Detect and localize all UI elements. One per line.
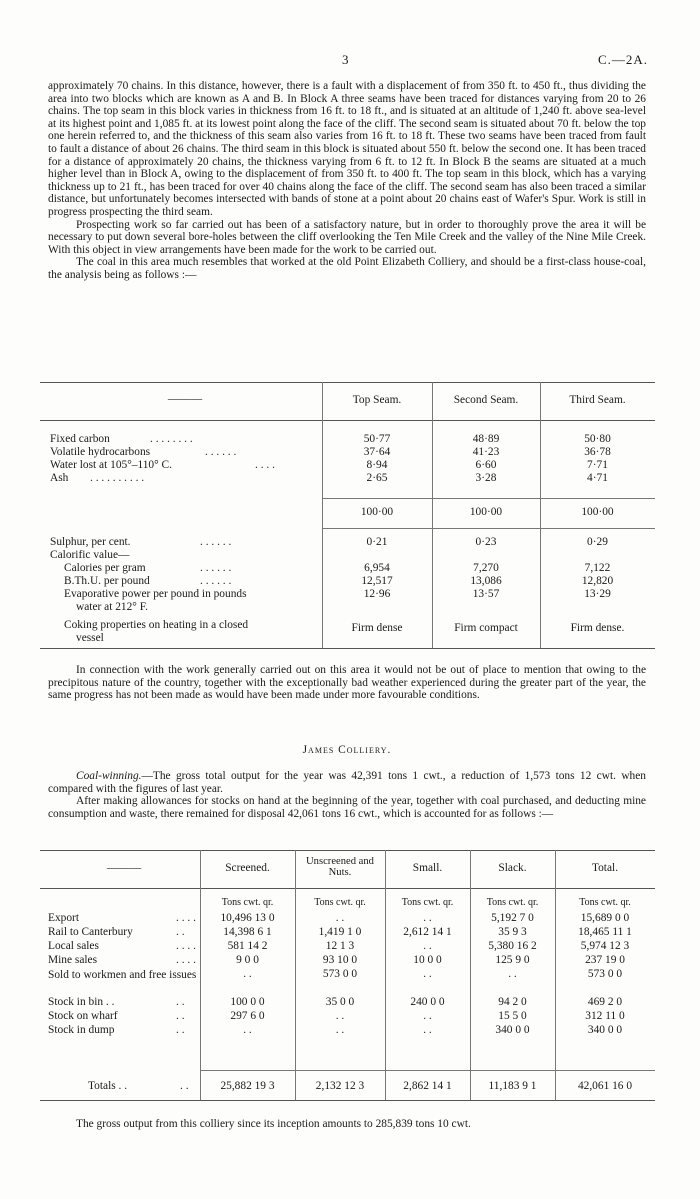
total-value: 2,862 14 1 (403, 1080, 452, 1092)
cell-value: Firm compact (454, 622, 518, 634)
column-header: Small. (412, 862, 443, 874)
leader-dots: . . . . . . (205, 446, 237, 458)
leader-dots: . . (176, 996, 185, 1008)
cell-value: 48·89 (472, 433, 500, 445)
cell-value: 50·80 (584, 433, 611, 445)
cell-value: 12·96 (363, 588, 391, 600)
cell-value: 312 11 0 (585, 1010, 625, 1022)
cell-value: 12,820 (581, 575, 614, 587)
cell-value: 35 0 0 (325, 996, 355, 1008)
row-label: Rail to Canterbury (48, 926, 133, 938)
total-value: 100·00 (469, 506, 503, 518)
leader-dots: . . . . . . (200, 562, 232, 574)
paragraph: In connection with the work generally carried out on this area it would not be out of place to mention that owing to the precipitous nature of the country, together with the exceptionally bad weather experienced during the greater part of the year, the same progress has not been made as would have been made under more favourable conditions. (48, 664, 646, 702)
row-label: Water lost at 105°–110° C. (50, 459, 172, 471)
leader-dots: . . . . . . . . . . (90, 472, 145, 484)
column-header: Second Seam. (453, 394, 519, 406)
cell-value: 12,517 (361, 575, 393, 587)
cell-value: 36·78 (584, 446, 611, 458)
cell-value: 573 0 0 (322, 968, 358, 980)
units-label: Tons cwt. qr. (579, 897, 631, 908)
coal-winning-text: —The gross total output for the year was 42,391 tons 1 cwt., a reduction of 1,573 tons 12 cwt. when compared with the figures of last year. (48, 770, 646, 795)
cell-value: . . (243, 968, 252, 980)
cell-value: 93 10 0 (322, 954, 358, 966)
cell-value: . . (508, 968, 517, 980)
row-label: Volatile hydrocarbons (50, 446, 151, 458)
cell-value: . . (335, 1010, 345, 1022)
subtotal-rule (322, 498, 655, 499)
table-rule (40, 888, 655, 889)
leader-dots: . . (176, 926, 185, 938)
leader-dots: . . (176, 1010, 185, 1022)
column-header: Third Seam. (569, 394, 626, 406)
table-rule (40, 420, 655, 421)
cell-value: 18,465 11 1 (578, 926, 632, 938)
cell-value: 4·71 (587, 472, 608, 484)
column-header: Total. (591, 862, 619, 874)
table-rule (40, 1100, 655, 1101)
row-label: vessel (76, 632, 104, 644)
leader-dots: . . (180, 1080, 189, 1092)
cell-value: 100 0 0 (230, 996, 265, 1008)
total-value: 11,183 9 1 (488, 1080, 537, 1092)
cell-value: . . (335, 1024, 345, 1036)
stub-dash: ——— (106, 862, 142, 874)
column-header: Slack. (498, 862, 527, 874)
table-rule (40, 382, 655, 383)
cell-value: . . (423, 1010, 432, 1022)
leader-dots: . . . . (176, 954, 196, 966)
cell-value: 2·65 (366, 472, 388, 484)
cell-value: Firm dense (351, 622, 403, 634)
row-label: Ash (50, 472, 69, 484)
cell-value: 0·21 (366, 536, 388, 548)
cell-value: . . (335, 912, 345, 924)
row-label: Sulphur, per cent. (50, 536, 131, 548)
leader-dots: . . . . (255, 459, 275, 471)
column-header: Top Seam. (352, 394, 402, 406)
cell-value: 297 6 0 (230, 1010, 265, 1022)
cell-value: 94 2 0 (498, 996, 527, 1008)
row-label: Coking properties on heating in a closed (64, 619, 249, 631)
cell-value: 37·64 (363, 446, 391, 458)
cell-value: 6,954 (364, 562, 390, 574)
table-rule (40, 850, 655, 851)
cell-value: 5,380 16 2 (488, 940, 537, 952)
paragraph: approximately 70 chains. In this distance, however, there is a fault with a displacement of from 350 ft. to 450 ft., thus dividing the area into two blocks which are known as A and B. In Block A three seams have been traced for distances varying from 20 to 26 chains. The top seam in this block varies in thickness from 16 ft. to 18 ft., and is situated at an altitude of 1,240 ft. above sea-level at its highest point and 1,085 ft. at its lowest point along the face of the cliff. The second seam is situated about 70 ft. below the top one herein referred to, and the thickness of this seam also varies from 16 ft. to 18 ft. These two seams have been traced from fault to fault a distance of about 26 chains. The third seam in this block is situated about 550 ft. below the second one. It has been traced for a distance of approximately 20 chains, the thickness varying from 6 ft. to 12 ft. In Block B the seams are situated at a much higher level than in Block A, owing to the displacement of from 350 ft. to 400 ft. The top seam in this block, which has a varying thickness up to 21 ft., has been traced for over 40 chains along the face of the cliff. The second seam has also been traced a similar distance, but unfortunately becomes intersected with bands of stone at a point about 20 chains east of Wafer's Spur. Work is still in progress prospecting the third seam. (48, 80, 646, 218)
paragraph: Prospecting work so far carried out has been of a satisfactory nature, but in order to thoroughly prove the area it will be necessary to put down several bore-holes between the cliff overlooking the Ten Mile Creek and the valley of the Nine Mile Creek. With this object in view arrangements have been made for the work to be carried out. (48, 218, 646, 256)
page-number: 3 (342, 52, 349, 67)
cell-value: 237 19 0 (585, 954, 625, 966)
leader-dots: . . (176, 1024, 185, 1036)
subtotal-rule (322, 528, 655, 529)
cell-value: 573 0 0 (587, 968, 623, 980)
row-label: Calorific value— (50, 549, 130, 561)
cell-value: 13,086 (470, 575, 502, 587)
cell-value: 340 0 0 (587, 1024, 623, 1036)
row-label: B.Th.U. per pound (64, 575, 150, 587)
cell-value: 5,974 12 3 (580, 940, 630, 952)
cell-value: 7·71 (587, 459, 608, 471)
units-label: Tons cwt. qr. (221, 897, 274, 908)
cell-value: 9 0 0 (236, 954, 259, 966)
cell-value: 240 0 0 (410, 996, 445, 1008)
subtotal-rule (200, 1070, 655, 1071)
column-header: Screened. (225, 862, 270, 874)
document-reference: C.—2A. (597, 52, 648, 67)
james-text (48, 770, 646, 820)
total-value: 42,061 16 0 (577, 1080, 633, 1092)
cell-value: 13·57 (472, 588, 500, 600)
units-label: Tons cwt. qr. (314, 897, 366, 908)
cell-value: 7,270 (473, 562, 499, 574)
total-value: 100·00 (360, 506, 394, 518)
cell-value: 10,496 13 0 (220, 912, 275, 924)
cell-value: 13·29 (584, 588, 611, 600)
row-label: Fixed carbon (50, 433, 110, 445)
paragraph: After making allowances for stocks on hand at the beginning of the year, together with coal purchased, and deducting mine consumption and waste, there remained for disposal 42,061 tons 16 cwt., which is accounted for as follows :— (48, 795, 646, 820)
leader-dots: . . . . (176, 912, 196, 924)
row-label: Evaporative power per pound in pounds (64, 588, 247, 600)
paragraph: The coal in this area much resembles that worked at the old Point Elizabeth Colliery, and should be a first-class house-coal, the analysis being as follows :— (48, 256, 646, 281)
connection-text (48, 664, 646, 702)
cell-value: . . (423, 1024, 432, 1036)
cell-value: 10 0 0 (413, 954, 442, 966)
column-header: Unscreened and Nuts. (306, 856, 374, 878)
cell-value: . . (243, 1024, 252, 1036)
leader-dots: . . . . . . . . (150, 433, 193, 445)
cell-value: 0·23 (475, 536, 497, 548)
row-label: Stock on wharf (48, 1010, 118, 1022)
row-label: Local sales (48, 940, 99, 952)
cell-value: 6·60 (475, 459, 497, 471)
cell-value: 581 14 2 (227, 940, 268, 952)
cell-value: 3·28 (475, 472, 497, 484)
cell-value: 340 0 0 (495, 1024, 530, 1036)
row-label: Sold to workmen and free issues (48, 969, 197, 981)
paragraph (48, 770, 646, 795)
row-label: Export (48, 912, 80, 924)
row-label: Stock in bin . . (48, 996, 115, 1008)
coal-winning-label: Coal-winning. (76, 770, 142, 782)
total-value: 25,882 19 3 (220, 1080, 275, 1092)
cell-value: . . (423, 912, 432, 924)
cell-value: 7,122 (584, 562, 611, 574)
leader-dots: . . . . . . (200, 575, 232, 587)
stub-dash: ——— (167, 393, 203, 405)
cell-value: 0·29 (587, 536, 608, 548)
leader-dots: . . . . (176, 940, 196, 952)
closing-text (48, 1118, 646, 1131)
leader-dots: . . . . . . (200, 536, 232, 548)
total-value: 100·00 (581, 506, 614, 518)
units-label: Tons cwt. qr. (401, 897, 454, 908)
cell-value: 14,398 6 1 (223, 926, 272, 938)
units-label: Tons cwt. qr. (486, 897, 539, 908)
cell-value: 15 5 0 (498, 1010, 527, 1022)
cell-value: 35 9 3 (498, 926, 527, 938)
table-rule (40, 648, 655, 649)
section-heading: James Colliery. (302, 744, 392, 756)
row-label: Calories per gram (64, 562, 146, 574)
cell-value: 12 1 3 (325, 940, 355, 952)
paragraph: The gross output from this colliery since its inception amounts to 285,839 tons 10 cwt. (76, 1118, 471, 1130)
cell-value: 41·23 (472, 446, 500, 458)
cell-value: 15,689 0 0 (580, 912, 630, 924)
row-label: water at 212° F. (76, 601, 148, 613)
cell-value: 1,419 1 0 (318, 926, 362, 938)
cell-value: 469 2 0 (587, 996, 623, 1008)
total-value: 2,132 12 3 (315, 1080, 365, 1092)
cell-value: 5,192 7 0 (491, 912, 534, 924)
page-header (0, 52, 700, 72)
row-label: Stock in dump (48, 1024, 115, 1036)
cell-value: 2,612 14 1 (403, 926, 452, 938)
totals-label: Totals . . (88, 1080, 128, 1092)
cell-value: Firm dense. (570, 622, 625, 634)
cell-value: 50·77 (363, 433, 391, 445)
cell-value: 8·94 (366, 459, 388, 471)
cell-value: 125 9 0 (495, 954, 530, 966)
row-label: Mine sales (48, 954, 98, 966)
cell-value: . . (423, 940, 432, 952)
intro-text (48, 80, 646, 282)
cell-value: . . (423, 968, 432, 980)
